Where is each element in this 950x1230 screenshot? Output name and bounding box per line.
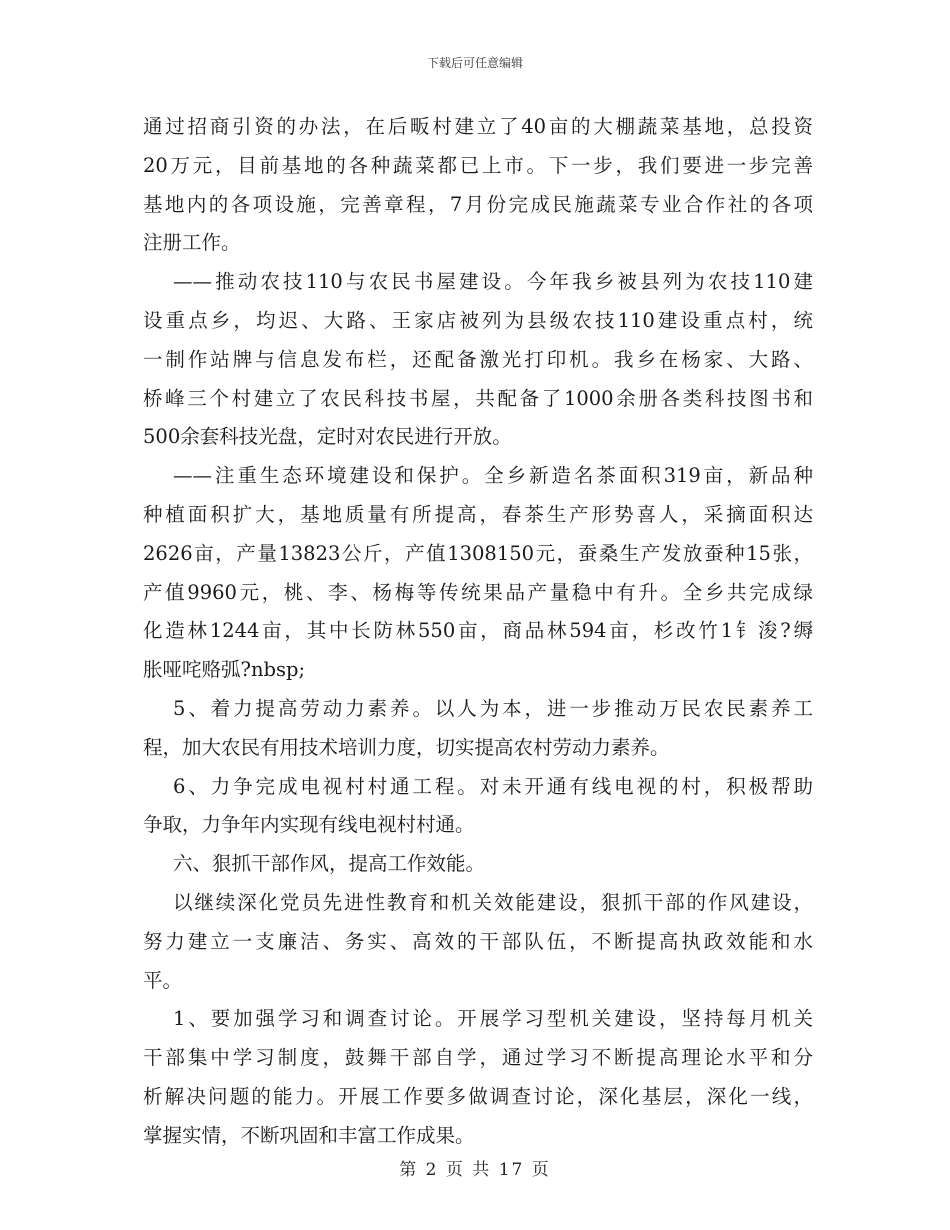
text-line: 争取，力争年内实现有线电视村村通。 — [143, 813, 475, 837]
text-line: 2626亩，产量13823公斤，产值1308150元，蚕桑生产发放蚕种15张， — [143, 541, 813, 565]
text-line: 6、力争完成电视村村通工程。对未开通有线电视的村，积极帮助 — [173, 774, 813, 798]
text-line: 产值9960元，桃、李、杨梅等传统果品产量稳中有升。全乡共完成绿 — [143, 580, 813, 604]
header-note: 下载后可任意编辑 — [426, 56, 523, 70]
text-line: 掌握实情，不断巩固和丰富工作成果。 — [143, 1123, 475, 1147]
text-line: 平。 — [143, 968, 183, 992]
text-line: 一制作站牌与信息发布栏，还配备激光打印机。我乡在杨家、大路、 — [143, 347, 813, 371]
text-line: 基地内的各项设施，完善章程，7月份完成民施蔬菜专业合作社的各项 — [143, 192, 813, 216]
document-body — [143, 108, 813, 1156]
text-line: 注册工作。 — [143, 231, 241, 255]
text-line: 析解决问题的能力。开展工作要多做调查讨论，深化基层，深化一线， — [143, 1084, 813, 1108]
section-heading: 六、狠抓干部作风，提高工作效能。 — [173, 852, 486, 876]
text-line: 干部集中学习制度，鼓舞干部自学，通过学习不断提高理论水平和分 — [143, 1046, 813, 1070]
text-line: 胀哑咤赂弧?nbsp; — [143, 658, 306, 682]
text-line: ——推动农技110与农民书屋建设。今年我乡被县列为农技110建 — [173, 270, 813, 294]
text-line: 努力建立一支廉洁、务实、高效的干部队伍，不断提高执政效能和水 — [143, 929, 813, 953]
text-line: 桥峰三个村建立了农民科技书屋，共配备了1000余册各类科技图书和 — [143, 386, 813, 410]
text-line: 5、着力提高劳动力素养。以人为本，进一步推动万民农民素养工 — [173, 696, 813, 720]
text-line: ——注重生态环境建设和保护。全乡新造名茶面积319亩，新品种 — [173, 464, 813, 488]
text-line: 以继续深化党员先进性教育和机关效能建设，狠抓干部的作风建设， — [173, 890, 813, 914]
text-line: 化造林1244亩，其中长防林550亩，商品林594亩，杉改竹1钅浚?缛 — [143, 619, 813, 643]
text-line: 20万元，目前基地的各种蔬菜都已上市。下一步，我们要进一步完善 — [143, 153, 813, 177]
page-number: 第 2 页 共 17 页 — [399, 1160, 551, 1180]
text-line: 通过招商引资的办法，在后畈村建立了40亩的大棚蔬菜基地，总投资 — [143, 115, 813, 138]
text-line: 1、要加强学习和调查讨论。开展学习型机关建设，坚持每月机关 — [173, 1007, 813, 1031]
text-line: 500余套科技光盘，定时对农民进行开放。 — [143, 425, 512, 449]
text-line: 设重点乡，均迟、大路、王家店被列为县级农技110建设重点村，统 — [143, 308, 813, 332]
text-line: 程，加大农民有用技术培训力度，切实提高农村劳动力素养。 — [143, 735, 670, 759]
text-line: 种植面积扩大，基地质量有所提高，春茶生产形势喜人，采摘面积达 — [143, 502, 813, 526]
